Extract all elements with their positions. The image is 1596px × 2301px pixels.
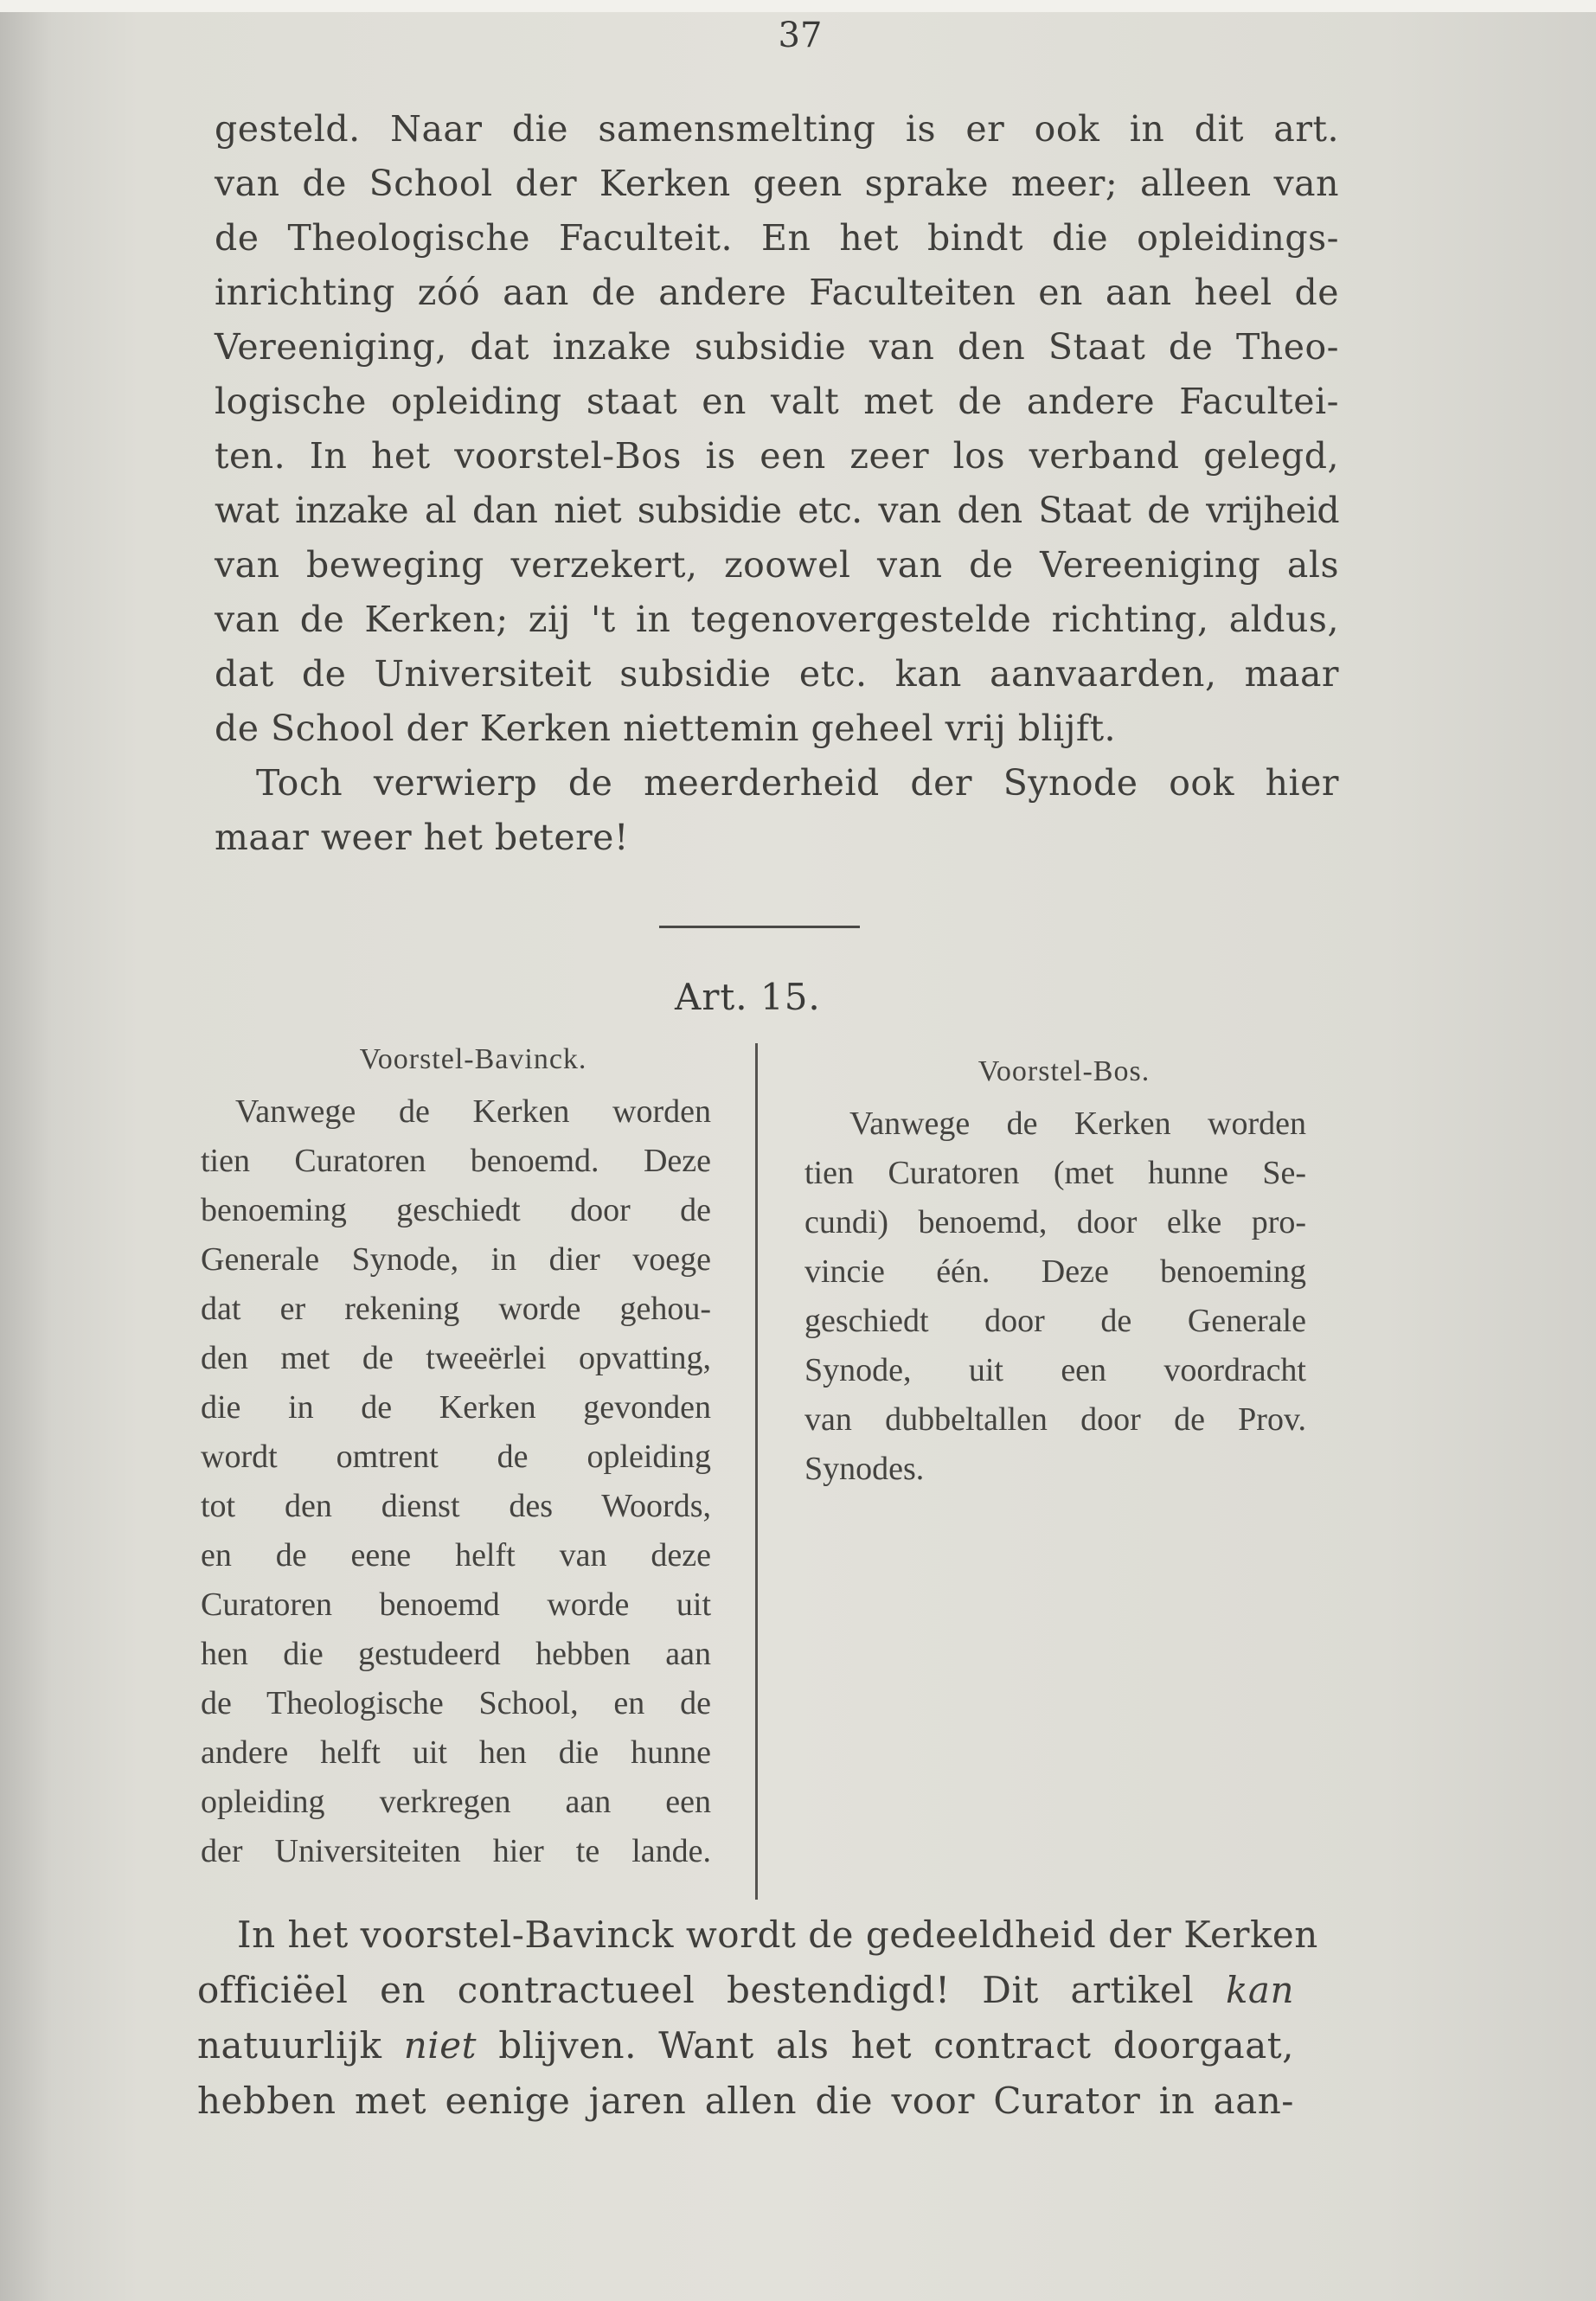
text-line: cundi) benoemd, door elke pro- [804, 1204, 1306, 1240]
text-line: Synode, uit een voordracht [804, 1352, 1306, 1388]
emphasized-word: niet [403, 2024, 477, 2067]
text-line: tien Curatoren benoemd. Deze [201, 1143, 711, 1179]
article-heading: Art. 15. [675, 976, 821, 1018]
page-top-edge [0, 0, 1596, 12]
text-segment: natuurlijk [197, 2024, 382, 2067]
text-line: andere helft uit hen die hunne [201, 1734, 711, 1771]
text-line: van dubbeltallen door de Prov. [804, 1401, 1306, 1438]
text-line: Generale Synode, in dier voege [201, 1241, 711, 1278]
text-line: van beweging verzekert, zoowel van de Vereeniging als [215, 544, 1339, 586]
text-line: benoeming geschiedt door de [201, 1192, 711, 1228]
text-line: inrichting zóó aan de andere Faculteiten en aan heel de [215, 272, 1339, 313]
text-line: van de Kerken; zij 't in tegenovergestelde richting, aldus, [215, 599, 1339, 640]
text-line: en de eene helft van deze [201, 1537, 711, 1574]
right-column-voorstel-bos [804, 1047, 1306, 1494]
text-line: Toch verwierp de meerderheid der Synode ook hier [256, 762, 1339, 804]
text-line: wat inzake al dan niet subsidie etc. van den Staat de vrijheid [215, 490, 1339, 531]
text-line: geschiedt door de Generale [804, 1303, 1306, 1339]
text-line: de Theologische School, en de [201, 1685, 711, 1721]
text-line: hebben met eenige jaren allen die voor Curator in aan- [197, 2080, 1294, 2122]
text-line: logische opleiding staat en valt met de andere Facultei- [215, 381, 1339, 422]
emphasized-word: kan [1225, 1969, 1294, 2011]
section-divider [659, 926, 860, 928]
column-heading: Voorstel-Bos. [977, 1055, 1151, 1087]
text-segment: officiëel en contractueel bestendigd! Dit artikel [197, 1969, 1195, 2011]
text-line: tien Curatoren (met hunne Se- [804, 1155, 1306, 1191]
paragraph-3 [197, 1907, 1318, 2129]
text-line: maar weer het betere! [215, 817, 629, 858]
text-line: Vanwege de Kerken worden [849, 1106, 1306, 1142]
text-line: tot den dienst des Woords, [201, 1488, 711, 1524]
paragraph-1 [215, 102, 1339, 865]
column-separator [755, 1043, 758, 1900]
text-line: wordt omtrent de opleiding [201, 1439, 711, 1475]
text-line: hen die gestudeerd hebben aan [201, 1636, 711, 1672]
text-line: dat er rekening worde gehou- [201, 1291, 711, 1327]
text-line: Curatoren benoemd worde uit [201, 1586, 711, 1623]
text-segment: blijven. Want als het contract doorgaat, [498, 2024, 1294, 2067]
text-line: ten. In het voorstel-Bos is een zeer los verband gelegd, [215, 435, 1339, 477]
page-number: 37 [778, 16, 823, 55]
text-line: Synodes. [804, 1451, 925, 1487]
left-column-voorstel-bavinck [201, 1035, 711, 1876]
text-line: die in de Kerken gevonden [201, 1389, 711, 1426]
text-line: den met de tweeërlei opvatting, [201, 1340, 711, 1376]
text-line: Vanwege de Kerken worden [235, 1093, 711, 1130]
text-line: van de School der Kerken geen sprake meer; alleen van [215, 163, 1339, 204]
text-line: vincie één. Deze benoeming [804, 1253, 1306, 1290]
text-line: opleiding verkregen aan een [201, 1784, 711, 1820]
text-line: In het voorstel-Bavinck wordt de gedeeldheid der Kerken [237, 1913, 1318, 1956]
text-line: de School der Kerken niettemin geheel vrij blijft. [215, 708, 1117, 749]
text-line [197, 2018, 1294, 2073]
text-line [197, 1963, 1294, 2018]
column-heading: Voorstel-Bavinck. [359, 1043, 587, 1075]
text-line: gesteld. Naar die samensmelting is er ook in dit art. [215, 108, 1339, 150]
text-line: dat de Universiteit subsidie etc. kan aanvaarden, maar [215, 653, 1339, 695]
text-line: de Theologische Faculteit. En het bindt die opleidings- [215, 217, 1339, 259]
text-line: der Universiteiten hier te lande. [201, 1833, 711, 1869]
text-line: Vereeniging, dat inzake subsidie van den Staat de Theo- [215, 326, 1339, 368]
